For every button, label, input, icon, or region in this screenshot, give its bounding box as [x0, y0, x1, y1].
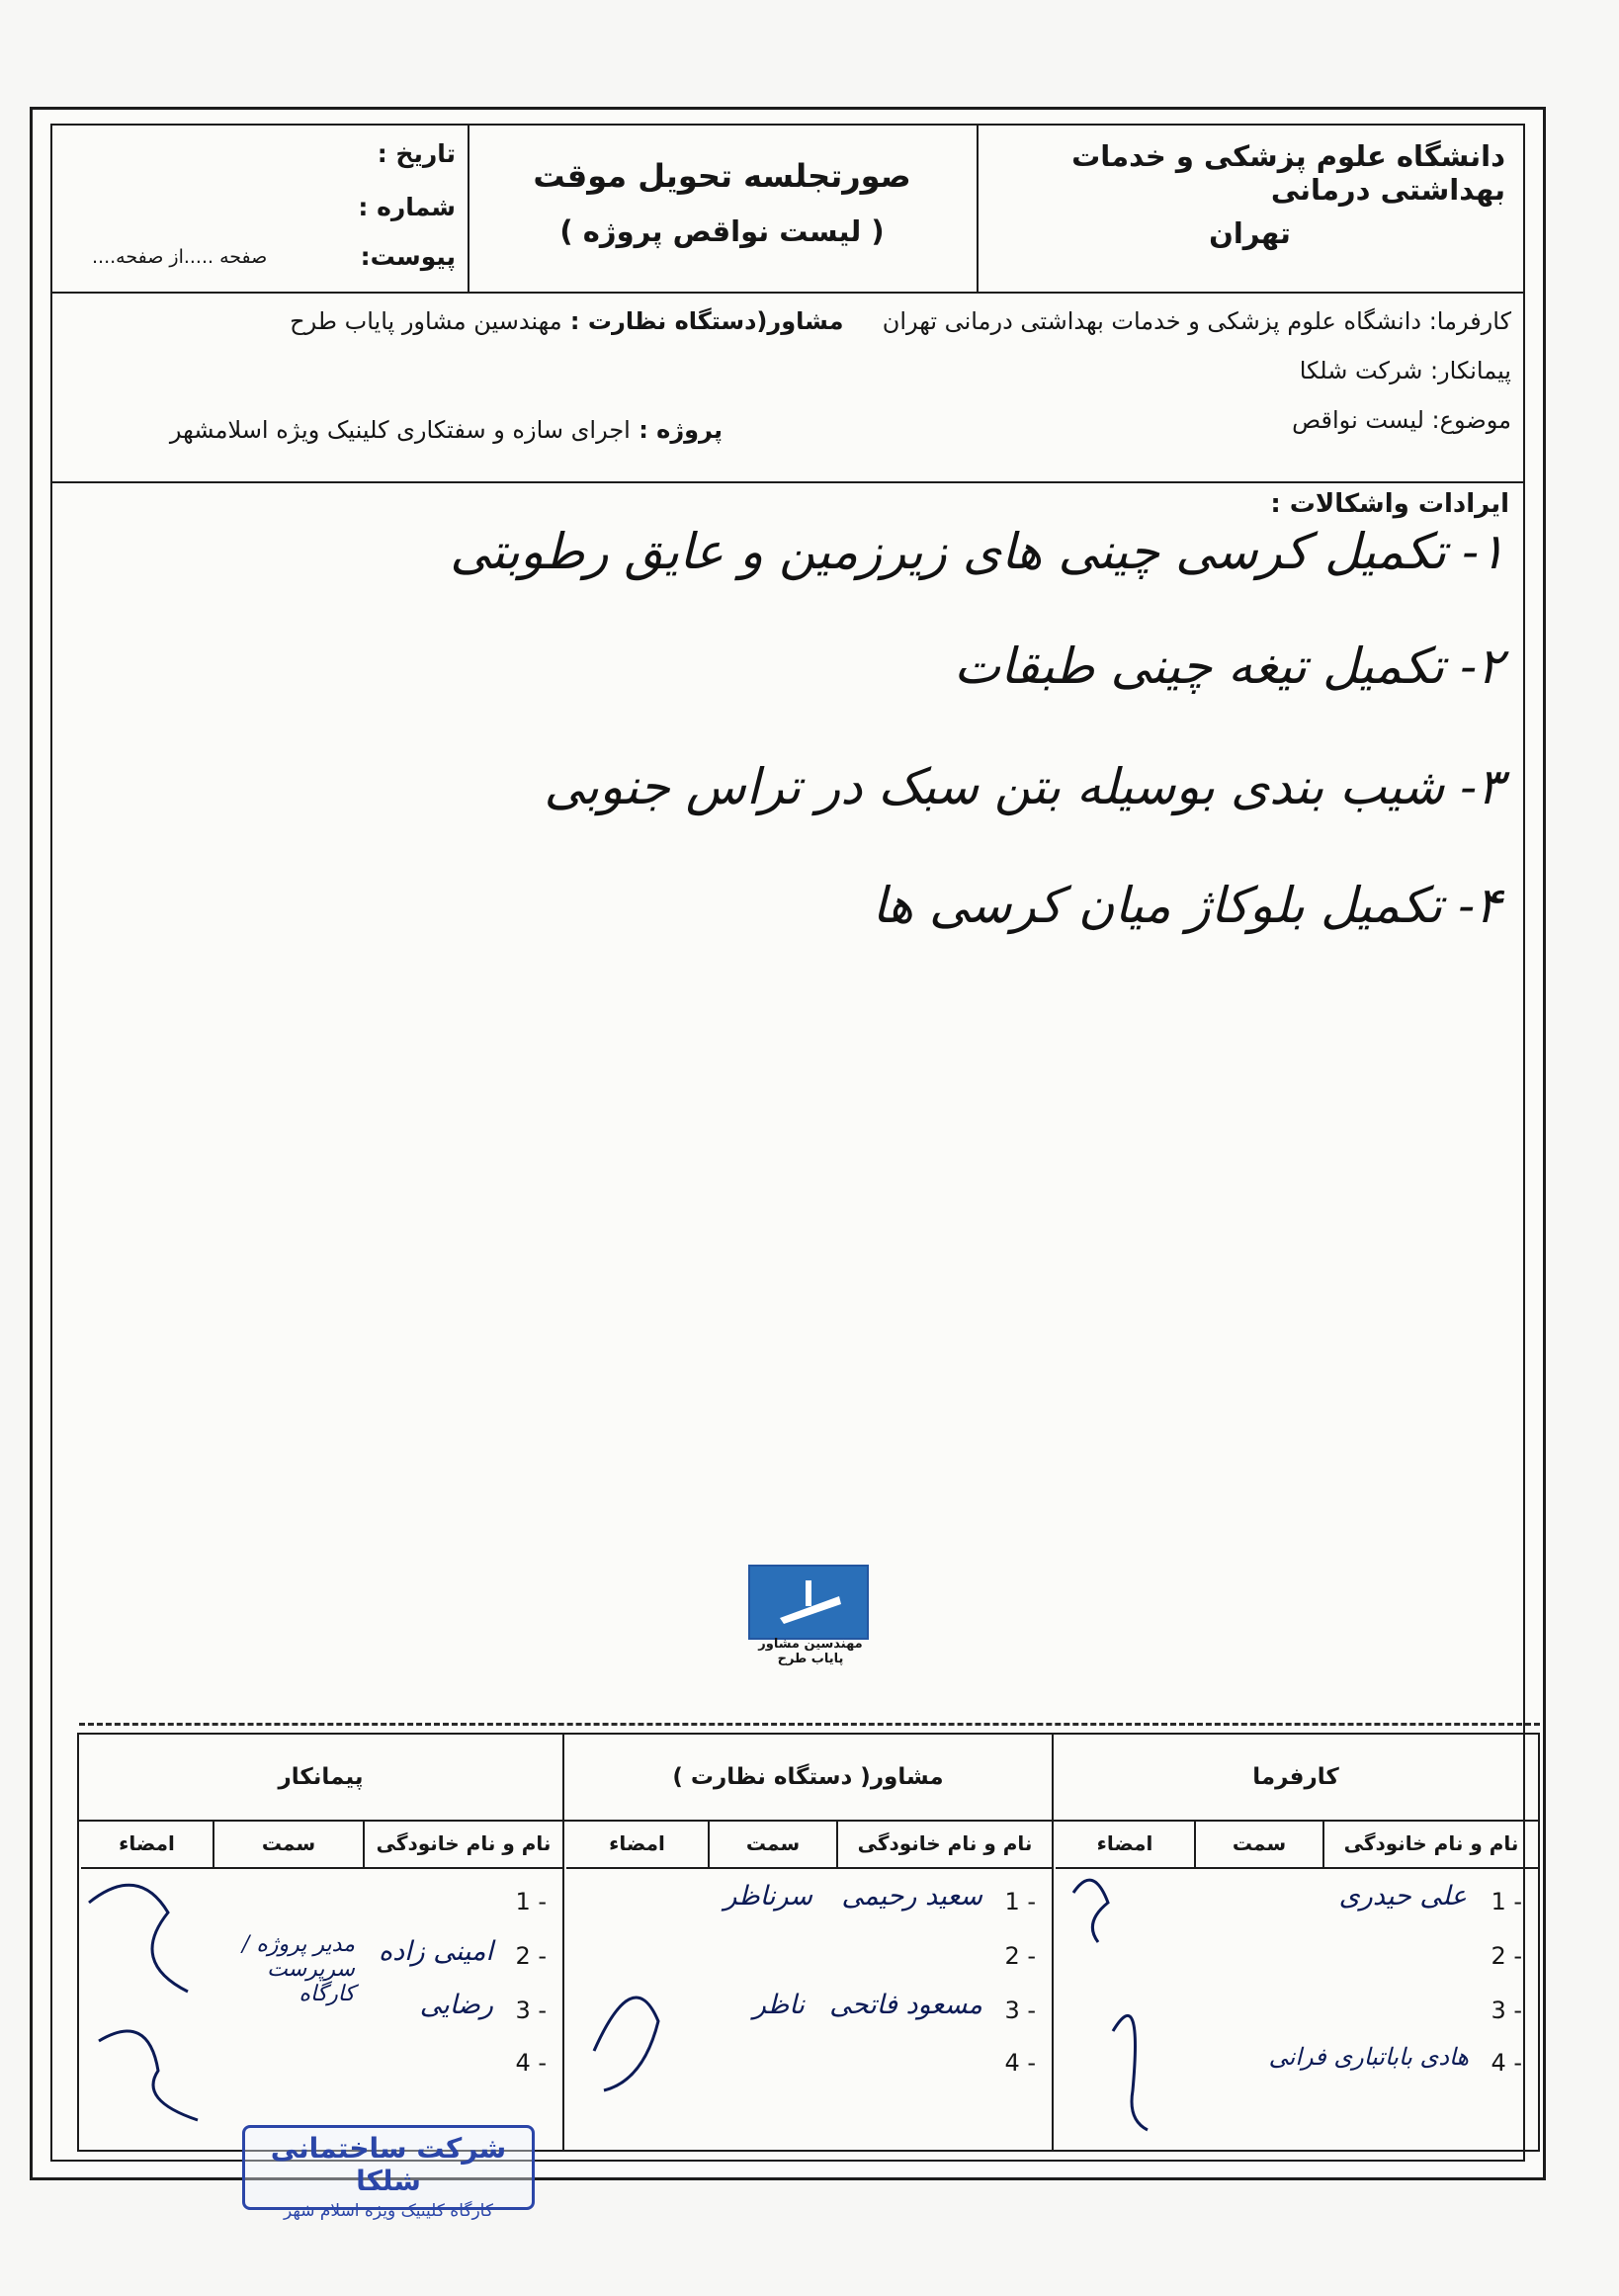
company-stamp [242, 2125, 535, 2221]
employer-line [290, 307, 1511, 335]
title-cell [468, 126, 979, 292]
city-name: تهران [1209, 216, 1291, 250]
consultant-col-name: نام و نام خانودگی [836, 1820, 1052, 1869]
consultant-signature-marks [564, 1853, 713, 2140]
employer-signature-marks [1054, 1853, 1202, 2140]
document-subtitle: ( لیست نواقص پروژه ) [559, 214, 885, 248]
issue-item-2: ۲- تکمیل تیغه چینی طبقات [954, 638, 1503, 695]
consultant-row-3-role: ناظر [752, 1990, 805, 2020]
meta-cell [52, 126, 469, 292]
consultant-block [562, 1733, 1054, 2152]
employer-row-2-num: 2 - [1491, 1942, 1522, 1970]
consultant-logo [748, 1565, 869, 1640]
contractor-signature-marks [79, 1843, 227, 2140]
contractor-block [77, 1733, 564, 2152]
issue-item-1: ۱- تکمیل کرسی چینی های زیرزمین و عایق رطوبتی [450, 523, 1505, 580]
university-name: دانشگاه علوم پزشکی و خدمات بهداشتی درمانی [1071, 139, 1505, 207]
signature-table [79, 1723, 1540, 2160]
number-label: شماره : [358, 193, 456, 221]
project-value: اجرای سازه و سفتکاری کلینیک ویژه اسلامشهر [169, 416, 631, 444]
consultant-row-2-num: 2 - [1004, 1942, 1036, 1970]
consultant-row-1-role: سرناظر [724, 1881, 812, 1912]
stamp-line-1: شرکت ساختمانی شلکا [270, 2132, 507, 2197]
consultant-row-1-num: 1 - [1004, 1888, 1036, 1915]
employer-row-3-num: 3 - [1491, 1997, 1522, 2024]
consultant-title: مشاور( دستگاه نظارت ) [564, 1735, 1052, 1822]
subject-line: موضوع: لیست نواقص [1292, 406, 1511, 434]
employer-row-1-num: 1 - [1491, 1888, 1522, 1915]
employer-title: کارفرما [1054, 1735, 1538, 1822]
issue-item-3: ۳- شیب بندی بوسیله بتن سبک در تراس جنوبی [544, 758, 1503, 815]
employer-text: کارفرما: دانشگاه علوم پزشکی و خدمات بهداشتی درمانی تهران [882, 307, 1511, 335]
contractor-role-text: مدیر پروژه / سرپرست کارگاه [241, 1932, 355, 2006]
contractor-row-4-num: 4 - [515, 2049, 547, 2077]
consultant-row-4-num: 4 - [1004, 2049, 1036, 2077]
employer-col-role: سمت [1194, 1820, 1322, 1869]
dashed-divider [79, 1723, 1540, 1726]
stamp-line-2: کارگاه کلینیک ویژه اسلام شهر [284, 2201, 493, 2221]
contractor-col-role: سمت [213, 1820, 363, 1869]
consultant-col-sign: امضاء [566, 1820, 708, 1869]
employer-col-sign: امضاء [1056, 1820, 1194, 1869]
employer-block [1052, 1733, 1540, 2152]
project-line [170, 416, 723, 444]
document-title: صورتجلسه تحویل موقت [533, 157, 911, 195]
page-of-text: صفحه .....از صفحه.... [92, 246, 268, 268]
date-label: تاریخ : [377, 139, 456, 168]
consultant-col-role: سمت [708, 1820, 836, 1869]
header-table [52, 126, 1523, 294]
contractor-title: پیمانکار [79, 1735, 562, 1822]
employer-row-4-num: 4 - [1491, 2049, 1522, 2077]
contractor-row-2-num: 2 - [515, 1942, 547, 1970]
contractor-row-1-num: 1 - [515, 1888, 547, 1915]
contractor-row-3-name: رضایی [419, 1990, 493, 2020]
contractor-row-3-num: 3 - [515, 1997, 547, 2024]
employer-row-1-name: علی حیدری [1338, 1881, 1467, 1912]
consultant-row-3-num: 3 - [1004, 1997, 1036, 2024]
contractor-col-name: نام و نام خانودگی [363, 1820, 562, 1869]
contractor-col-sign: امضاء [81, 1820, 213, 1869]
employer-col-name: نام و نام خانودگی [1322, 1820, 1538, 1869]
project-info [52, 292, 1523, 483]
issues-title: ایرادات واشکالات : [1270, 489, 1509, 519]
logo-caption: مهندسین مشاور پایاب طرح [758, 1637, 863, 1666]
consultant-row-3-name: مسعود فاتحی [829, 1990, 982, 2020]
attachment-label: پیوست: [360, 242, 456, 271]
employer-row-4-name: هادی باباتباری فرانی [1268, 2043, 1469, 2071]
consultant-label: مشاور(دستگاه نظارت : [561, 307, 844, 335]
consultant-value: مهندسین مشاور پایاب طرح [290, 307, 562, 335]
organization-cell [977, 126, 1523, 292]
contractor-row-2-name: امینی زاده [378, 1936, 493, 1967]
issue-item-4: ۴- تکمیل بلوکاژ میان کرسی ها [872, 877, 1501, 934]
consultant-row-1-name: سعید رحیمی [841, 1881, 982, 1912]
project-label: پروژه : [630, 416, 723, 444]
contractor-line: پیمانکار: شرکت شلکا [1299, 357, 1511, 384]
